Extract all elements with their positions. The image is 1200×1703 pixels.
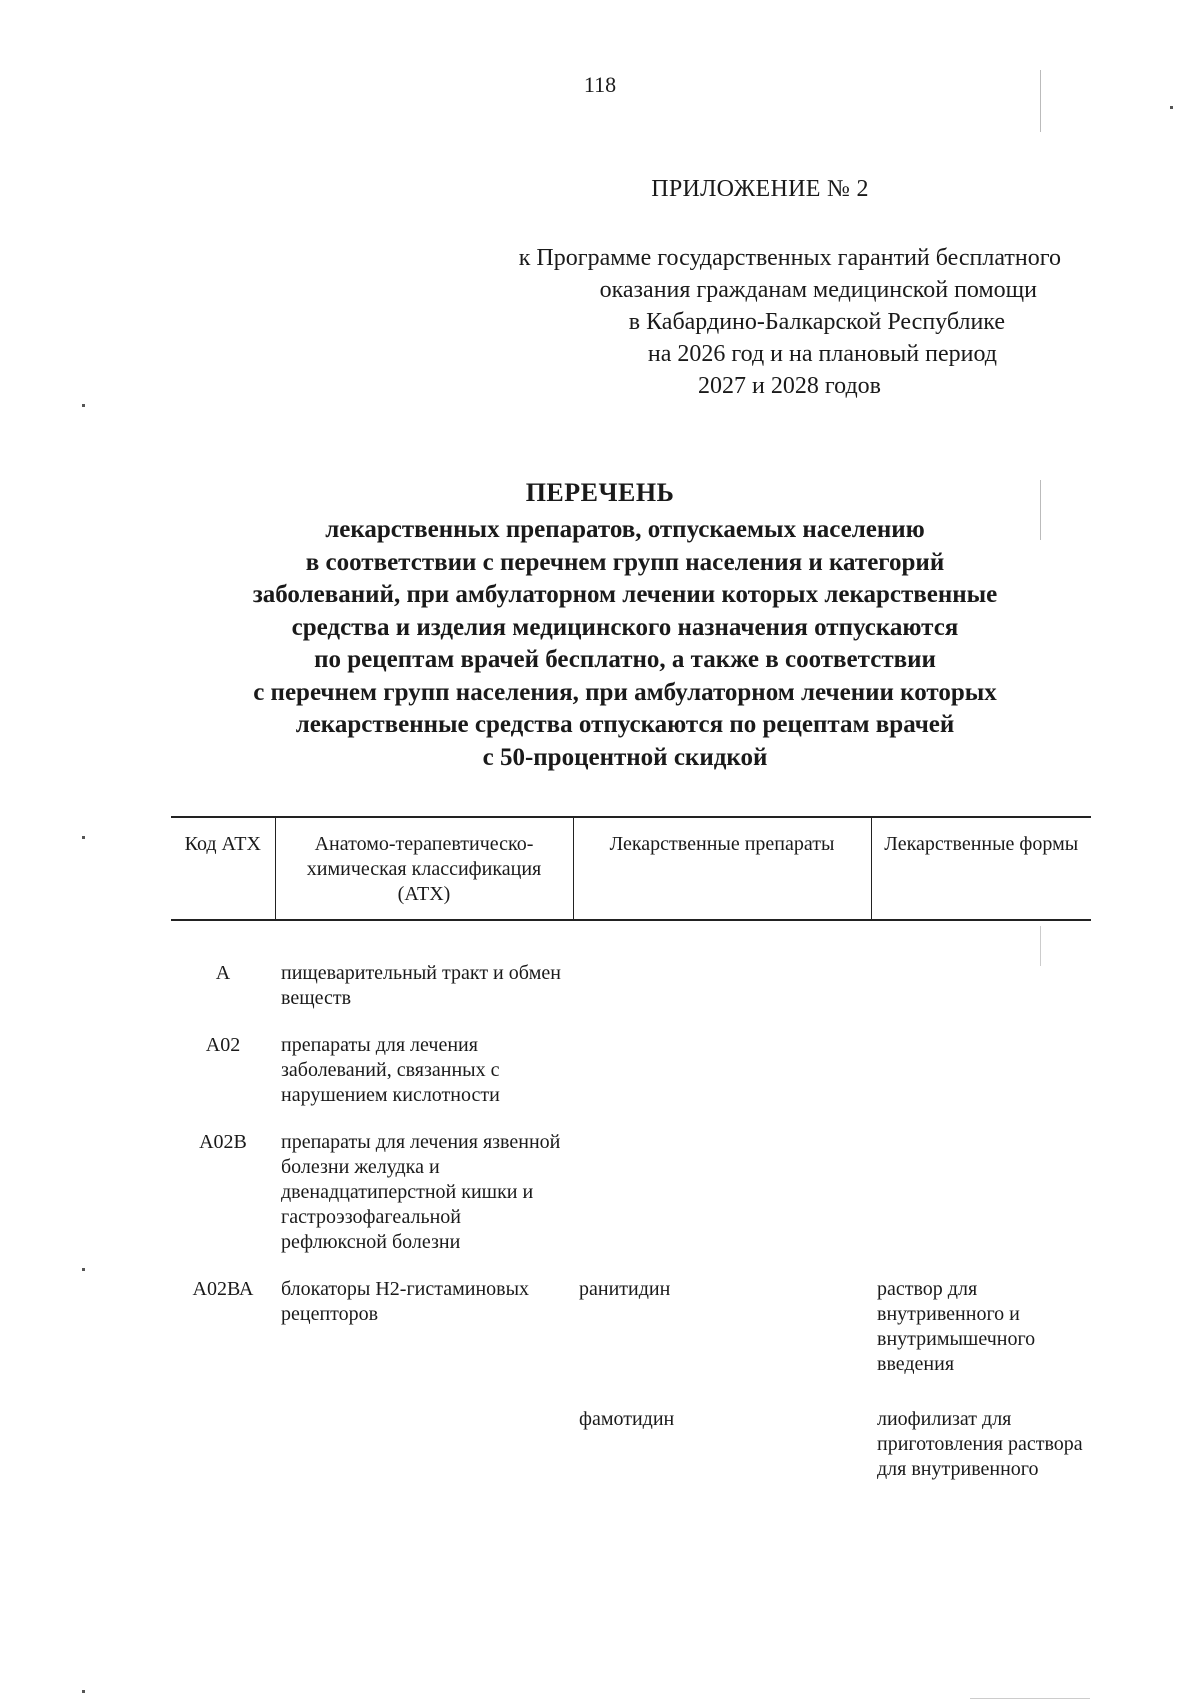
table-row (171, 1255, 1091, 1377)
scan-artifact (82, 836, 85, 839)
table-row (171, 920, 1091, 1011)
list-subtitle-line: в соответствии с перечнем групп населения и категорий (305, 548, 945, 576)
list-subtitle-line: с 50-процентной скидкой (482, 743, 768, 771)
cell-drug (573, 920, 871, 1011)
appendix-line: оказания гражданам медицинской помощи (599, 277, 1037, 303)
cell-classification: препараты для лечения язвенной болезни желудка и двенадцатиперстной кишки и гастроэзофагеальной рефлюксной болезни (281, 1131, 561, 1253)
page-number: 118 (583, 72, 617, 97)
atx-table (171, 816, 1091, 1482)
appendix-subtitle (395, 242, 1085, 402)
atx-table-wrapper (171, 816, 1091, 1482)
table-header-row (171, 817, 1091, 920)
list-title: ПЕРЕЧЕНЬ (525, 478, 675, 507)
cell-form (871, 920, 1091, 1011)
cell-drug: ранитидин (579, 1278, 671, 1300)
cell-classification: пищеварительный тракт и обмен веществ (281, 962, 561, 1009)
cell-classification: препараты для лечения заболеваний, связанных с нарушением кислотности (281, 1034, 500, 1106)
table-row (171, 1011, 1091, 1108)
list-subtitle (150, 514, 1100, 774)
list-subtitle-line: лекарственные средства отпускаются по рецептам врачей (295, 711, 955, 738)
cell-form: лиофилизат для приготовления раствора для внутривенного (877, 1408, 1083, 1480)
scan-artifact (1170, 106, 1173, 109)
appendix-title: ПРИЛОЖЕНИЕ № 2 (651, 176, 869, 202)
table-row (171, 1377, 1091, 1482)
list-subtitle-line: средства и изделия медицинского назначения отпускаются (291, 613, 959, 641)
cell-code: А02В (199, 1131, 247, 1153)
cell-code: А02 (205, 1034, 241, 1056)
scan-artifact (1040, 70, 1041, 132)
appendix-line: 2027 и 2028 годов (698, 373, 881, 399)
list-subtitle-line: с перечнем групп населения, при амбулаторном лечении которых (253, 678, 997, 706)
cell-form: раствор для внутривенного и внутримышечного введения (877, 1278, 1036, 1375)
scan-artifact (1040, 926, 1041, 966)
cell-drug (573, 1011, 871, 1108)
scan-artifact (1040, 480, 1041, 540)
header-forms: Лекарственные формы (871, 817, 1091, 920)
scan-artifact (970, 1698, 1090, 1699)
cell-code: А (215, 962, 231, 984)
scan-artifact (82, 1268, 85, 1271)
cell-drug: фамотидин (579, 1408, 675, 1430)
header-drugs: Лекарственные препараты (573, 817, 871, 920)
cell-form (871, 1108, 1091, 1255)
appendix-line: к Программе государственных гарантий бесплатного (518, 245, 1061, 271)
list-subtitle-line: заболеваний, при амбулаторном лечении которых лекарственные (252, 581, 998, 608)
cell-code: А02ВА (192, 1278, 254, 1300)
list-subtitle-line: лекарственных препаратов, отпускаемых населению (325, 516, 925, 543)
cell-classification: блокаторы Н2-гистаминовых рецепторов (281, 1278, 530, 1325)
table-row (171, 1108, 1091, 1255)
scan-artifact (82, 404, 85, 407)
appendix-line: на 2026 год и на плановый период (647, 341, 997, 367)
cell-classification (275, 1377, 573, 1482)
header-code: Код АТХ (184, 833, 261, 855)
appendix-line: в Кабардино-Балкарской Республике (628, 309, 1005, 335)
scan-artifact (82, 1690, 85, 1693)
header-classification: Анатомо-терапевтическо-химическая классификация (АТХ) (275, 817, 573, 920)
cell-code (171, 1377, 275, 1482)
cell-drug (573, 1108, 871, 1255)
cell-form (871, 1011, 1091, 1108)
list-subtitle-line: по рецептам врачей бесплатно, а также в соответствии (314, 646, 936, 673)
